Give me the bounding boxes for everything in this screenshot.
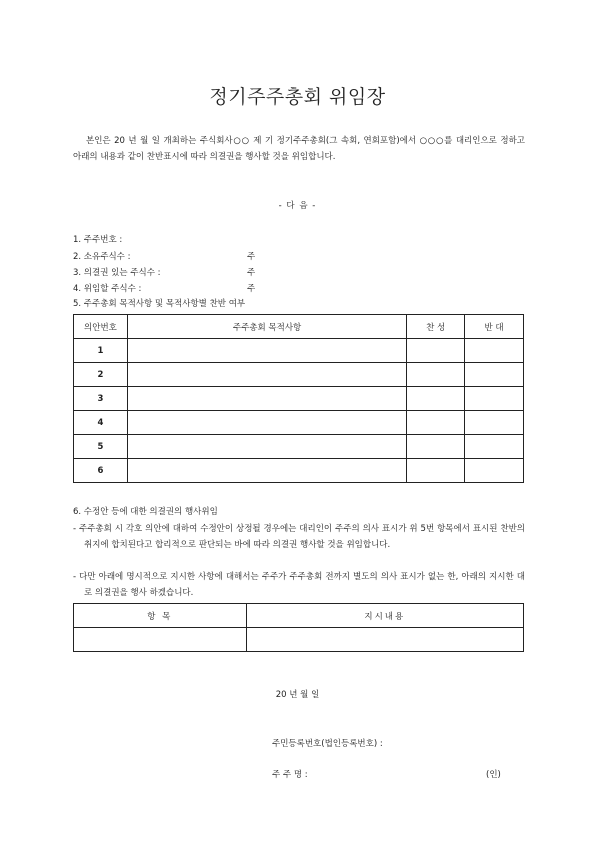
approve-cell[interactable] [407,411,465,435]
agenda-item-cell[interactable] [127,459,406,483]
table-row [74,628,524,652]
agenda-number: 4 [74,411,128,435]
delegated-shares-unit: 주 [247,284,256,294]
oppose-cell[interactable] [465,363,524,387]
agenda-number: 3 [74,387,128,411]
header-agenda-item: 주주총회 목적사항 [127,315,406,339]
seal-mark: (인) [486,770,501,780]
voting-shares-unit: 주 [247,268,256,278]
item-voting-shares: 3. 의결권 있는 주식수 : [73,268,161,278]
agenda-number: 6 [74,459,128,483]
item-delegated-shares: 4. 위임할 주식수 : [73,284,142,294]
item-owned-shares: 2. 소유주식수 : [73,252,131,262]
table-row [74,459,524,483]
agenda-number: 2 [74,363,128,387]
table-row [74,339,524,363]
intro-paragraph: 본인은 20 년 월 일 개최하는 주식회사○○ 제 기 정기주주총회(그 속회, 연회포함)에서 ○○○를 대리인으로 정하고 아래의 내용과 같이 찬반표시에 따라 의결권을 행사할 것을 위임합니다. [73,136,525,162]
oppose-cell[interactable] [465,339,524,363]
agenda-item-cell[interactable] [127,435,406,459]
document-title: 정기주주총회 위임장 [209,86,386,108]
section6-bullet-1: - 주주총회 시 각호 의안에 대하여 수정안이 상정될 경우에는 대리인이 주주의 의사 표시가 위 5번 항목에서 표시된 찬반의 취지에 합치된다고 합리적으로 판단되는 바에 따라 의결권 행사할 것을 위임합니다. [73,524,525,550]
agenda-number: 1 [74,339,128,363]
item-shareholder-number: 1. 주주번호 : [73,235,123,245]
approve-cell[interactable] [407,363,465,387]
agenda-header-row [74,315,524,339]
agenda-table [73,314,524,483]
date-line: 20 년 월 일 [275,690,320,700]
section6-title: 6. 수정안 등에 대한 의결권의 행사위임 [73,507,218,517]
oppose-cell[interactable] [465,387,524,411]
header-oppose: 반 대 [465,315,524,339]
approve-cell[interactable] [407,339,465,363]
shareholder-name-label: 주 주 명 : [272,770,308,780]
header-instruction: 지시내용 [246,604,523,628]
agenda-number: 5 [74,435,128,459]
section6-bullet-2: - 다만 아래에 명시적으로 지시한 사항에 대해서는 주주가 주주총회 전까지 별도의 의사 표시가 없는 한, 아래의 지시한 대로 의결권을 행사 하겠습니다. [73,572,525,598]
agenda-item-cell[interactable] [127,363,406,387]
table-row [74,411,524,435]
agenda-item-cell[interactable] [127,411,406,435]
item-agenda-votes: 5. 주주총회 목적사항 및 목적사항별 찬반 여부 [73,299,246,309]
instruction-table [73,603,524,652]
agenda-item-cell[interactable] [127,387,406,411]
header-approve: 찬 성 [407,315,465,339]
owned-shares-unit: 주 [247,252,256,262]
oppose-cell[interactable] [465,459,524,483]
section-heading: - 다 음 - [278,201,317,211]
instruction-item-cell[interactable] [74,628,247,652]
instruction-content-cell[interactable] [246,628,523,652]
header-item: 항 목 [74,604,247,628]
table-row [74,387,524,411]
header-agenda-number: 의안번호 [74,315,128,339]
approve-cell[interactable] [407,387,465,411]
oppose-cell[interactable] [465,411,524,435]
approve-cell[interactable] [407,459,465,483]
approve-cell[interactable] [407,435,465,459]
instruction-header-row [74,604,524,628]
registration-number-label: 주민등록번호(법인등록번호) : [272,739,383,749]
agenda-item-cell[interactable] [127,339,406,363]
oppose-cell[interactable] [465,435,524,459]
table-row [74,363,524,387]
table-row [74,435,524,459]
